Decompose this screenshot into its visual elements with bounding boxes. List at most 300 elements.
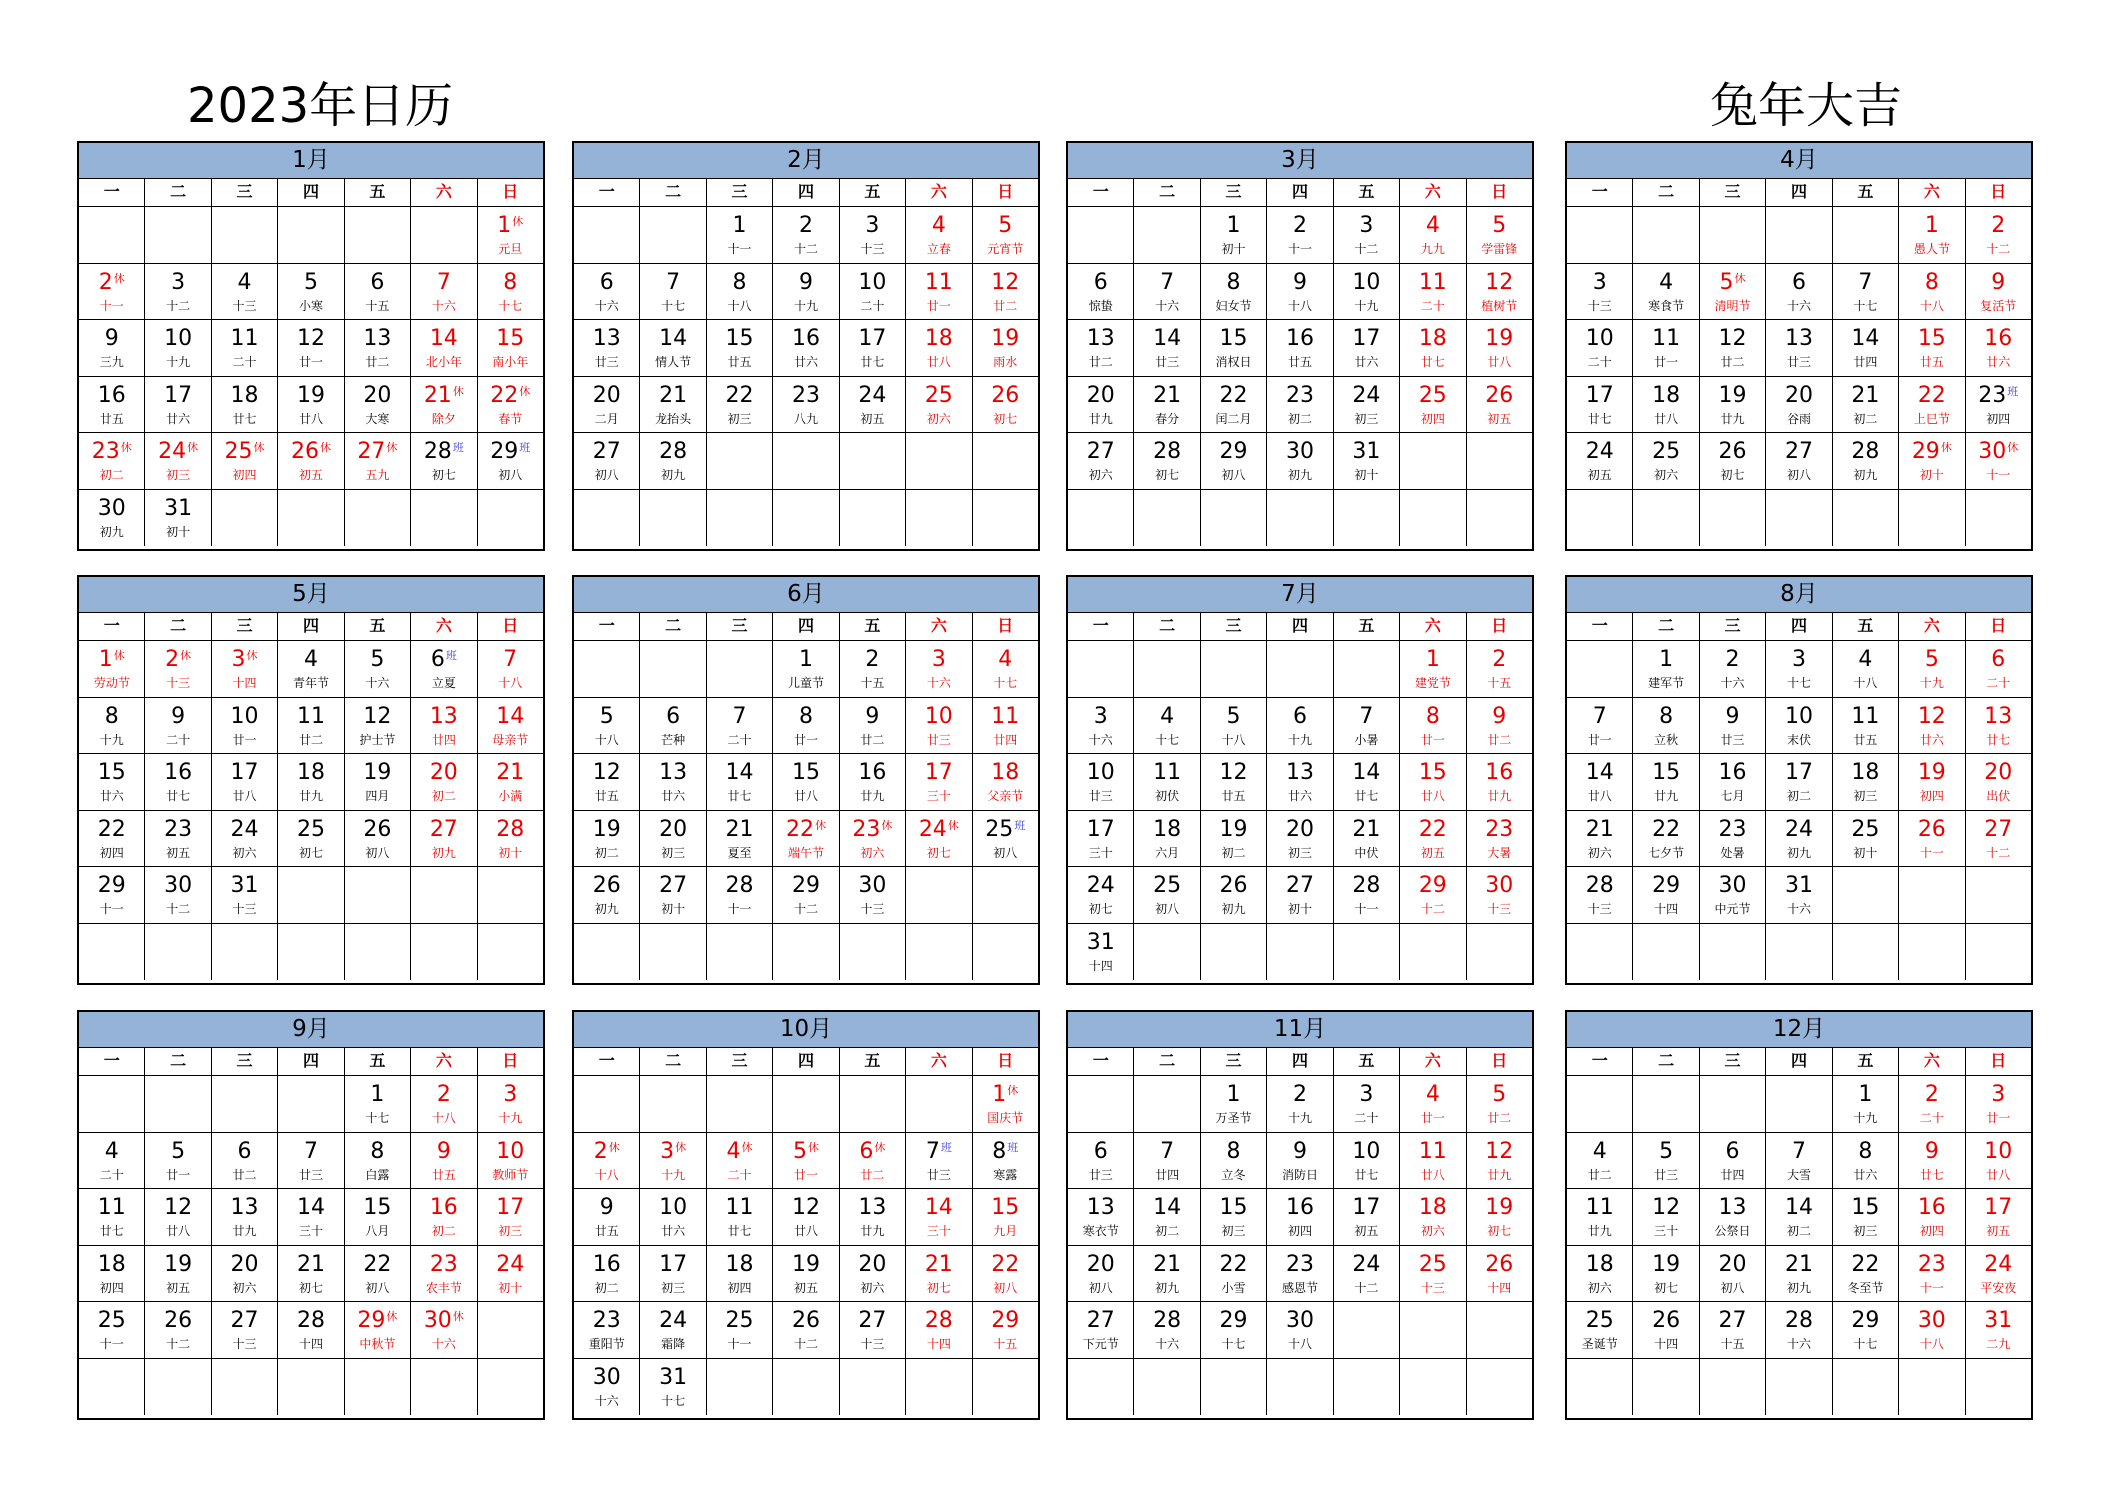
day-number: 18 [1418,326,1447,351]
day-number: 17 [858,326,887,351]
week-row [1068,1302,1532,1359]
day-number: 19 [1485,326,1514,351]
lunar-date: 十一 [99,902,124,916]
weekday-label: 一 [1068,613,1134,640]
day-number: 17 [1086,816,1115,842]
day-cell [1134,264,1200,320]
lunar-date: 廿二 [1720,355,1745,369]
holiday-mark: 休 [608,1140,620,1154]
day-cell [411,867,477,923]
week-row [1567,811,2031,868]
holiday-mark: 休 [452,1310,464,1323]
month-block [1066,575,1534,985]
day-number: 26 [164,1308,193,1333]
day-number: 3 [1791,647,1806,672]
day-cell [1633,698,1699,754]
lunar-date: 初八 [1221,468,1246,482]
lunar-date: 廿六 [661,1224,686,1238]
lunar-date: 廿二 [365,355,390,369]
day-number: 3 [1359,1082,1374,1107]
lunar-date: 廿四 [1853,355,1878,369]
lunar-date: 廿七 [727,1224,752,1238]
day-cell [145,377,211,433]
day-cell [1467,320,1532,376]
day-number: 28 [1352,873,1381,898]
month-header: 1月 [79,143,543,179]
lunar-date: 十二 [166,902,191,916]
lunar-date: 十六 [1786,902,1811,916]
day-number: 4 [998,647,1013,672]
lunar-date: 初三 [727,411,752,426]
day-cell [212,1246,278,1302]
day-number: 12 [1485,269,1514,295]
day-number: 14 [1153,326,1182,351]
day-cell [1134,754,1200,810]
lunar-date: 十七 [1853,298,1878,313]
day-cell [411,754,477,810]
day-number: 23 [1285,1251,1314,1277]
lunar-date: 儿童节 [787,676,824,690]
weekday-label: 四 [773,613,839,640]
day-number: 13 [363,326,392,351]
week-row [574,754,1038,811]
lunar-date: 初十 [1287,902,1312,916]
lunar-date: 廿八 [793,1224,818,1238]
lunar-date: 芒种 [661,732,686,747]
month-block [1066,1010,1534,1420]
workday-mark: 班 [519,441,531,454]
day-cell [411,264,477,320]
month-block [77,141,545,551]
holiday-mark: 休 [187,441,199,454]
lunar-date: 下元节 [1082,1337,1119,1351]
day-cell [1467,207,1532,263]
day-number: 27 [858,1308,887,1333]
day-cell [707,867,773,923]
day-cell [973,754,1038,810]
weekday-label: 四 [773,1048,839,1075]
day-number: $30^休$ [1978,439,2019,464]
lunar-date: 初三 [1221,1224,1246,1238]
month-block [572,141,1040,551]
day-cell [707,490,773,547]
day-number: 12 [363,703,392,729]
lunar-date: 初八 [365,845,390,860]
lunar-date: 四月 [365,789,390,803]
holiday-mark: 休 [874,1140,886,1154]
week-row [574,433,1038,490]
day-cell [1766,867,1832,923]
day-cell [1467,1189,1532,1245]
day-cell [973,698,1038,754]
lunar-date: 妇女节 [1215,298,1252,313]
lunar-date: 廿六 [661,789,686,803]
lunar-date: 北小年 [425,355,462,369]
month-header: 8月 [1567,577,2031,613]
weekday-row [574,179,1038,207]
day-number: 7 [1791,1138,1806,1164]
day-number: 22 [363,1251,392,1277]
lunar-date: 十三 [232,298,257,313]
day-cell [574,1246,640,1302]
lunar-date: 十九 [166,355,191,369]
lunar-date: 十六 [365,676,390,690]
day-cell [1334,207,1400,263]
day-cell [1766,207,1832,263]
day-cell [1334,698,1400,754]
day-cell [478,264,543,320]
day-cell [1068,490,1134,547]
day-number: $29^休$ [1911,439,1952,464]
lunar-date: 十七 [661,298,686,313]
day-cell [1700,1133,1766,1189]
day-cell [345,754,411,810]
day-cell [212,867,278,923]
day-number: 21 [1153,1251,1182,1277]
day-number: 13 [858,1195,887,1220]
day-cell [79,698,145,754]
day-cell [478,924,543,981]
lunar-date: 初八 [1155,902,1180,916]
day-number: $3^休$ [231,647,258,672]
day-number: 14 [659,326,688,351]
lunar-date: 十一 [1919,1280,1944,1295]
day-cell [973,1076,1038,1132]
day-number: 29 [1418,873,1447,898]
day-number: 26 [592,873,621,898]
day-number: $23^班$ [1978,382,2019,408]
weekday-label: 四 [1267,613,1333,640]
day-number: 13 [230,1195,259,1220]
lunar-date: 廿三 [1654,1167,1679,1182]
day-cell [1766,377,1832,433]
lunar-date: 初六 [1088,468,1113,482]
day-cell [1633,754,1699,810]
day-cell [1201,811,1267,867]
day-cell [1467,433,1532,489]
day-cell [1966,924,2031,981]
day-cell [1567,264,1633,320]
day-cell [212,1359,278,1416]
lunar-date: 十七 [1221,1337,1246,1351]
day-number: 28 [496,816,525,842]
lunar-date: 除夕 [431,411,456,426]
lunar-date: 十四 [1654,902,1679,916]
week-row [574,377,1038,434]
day-number: $26^休$ [290,439,331,464]
day-number: 3 [1093,703,1108,729]
lunar-date: 护士节 [359,732,396,747]
weekday-label: 一 [574,613,640,640]
day-number: 25 [296,816,325,842]
day-number: 16 [1285,1195,1314,1220]
day-cell [1966,264,2031,320]
day-number: 16 [164,760,193,785]
day-cell [1633,1302,1699,1358]
day-number: 31 [1784,873,1813,898]
lunar-date: 廿六 [99,789,124,803]
day-cell [1267,490,1333,547]
lunar-date: 十三 [1487,902,1512,916]
day-cell [411,1246,477,1302]
day-number: 20 [1984,760,2013,785]
day-cell [1899,698,1965,754]
day-number: 16 [791,326,820,351]
day-number: 27 [1285,873,1314,898]
lunar-date: 初十 [166,524,191,539]
day-cell [345,811,411,867]
day-number: 16 [1917,1195,1946,1220]
day-number: 16 [1984,326,2013,351]
weekday-label: 三 [1201,1048,1267,1075]
day-number: 8 [1226,269,1241,295]
day-number: $3^休$ [660,1138,687,1164]
day-number: 24 [1984,1251,2013,1277]
day-number: 27 [659,873,688,898]
lunar-date: 元宵节 [987,242,1024,256]
day-number: 7 [503,647,518,672]
day-cell [1334,1076,1400,1132]
day-cell [79,754,145,810]
day-number: $24^休$ [918,816,959,842]
lunar-date: 九九 [1420,242,1445,256]
day-number: 1 [1226,1082,1241,1107]
day-cell [79,320,145,376]
day-number: 2 [1991,213,2006,238]
day-number: 12 [164,1195,193,1220]
lunar-date: 初四 [232,468,257,482]
month-header: 5月 [79,577,543,613]
weekday-label: 五 [1833,179,1899,206]
lunar-date: 三十 [1088,845,1113,860]
lunar-date: 初十 [1221,242,1246,256]
day-cell [973,641,1038,697]
day-cell [79,867,145,923]
day-cell [145,754,211,810]
weekday-label: 日 [502,616,519,635]
day-cell [1334,433,1400,489]
week-row [574,1302,1038,1359]
day-cell [640,1302,706,1358]
day-cell [1966,1302,2031,1358]
week-row [1567,320,2031,377]
workday-mark: 班 [1007,1140,1019,1154]
day-cell [411,490,477,547]
day-cell [707,1189,773,1245]
day-cell [1267,320,1333,376]
day-cell [1966,754,2031,810]
week-row [1567,641,2031,698]
day-number: 1 [370,1082,385,1107]
day-number: 20 [363,382,392,408]
day-cell [840,1246,906,1302]
weekday-label: 五 [1334,1048,1400,1075]
day-cell [773,641,839,697]
week-row [79,1133,543,1190]
day-number: 8 [1924,269,1939,295]
day-cell [906,754,972,810]
lunar-date: 廿九 [860,1224,885,1238]
lunar-date: 廿七 [1919,1167,1944,1182]
day-number: 16 [1285,326,1314,351]
day-cell [973,490,1038,547]
day-cell [1134,867,1200,923]
lunar-date: 初十 [498,1280,523,1295]
day-cell [1899,1076,1965,1132]
day-cell [345,1359,411,1416]
day-cell [1400,1189,1466,1245]
day-cell [1700,490,1766,547]
day-number: 1 [1858,1082,1873,1107]
day-number: 3 [1592,269,1607,295]
lunar-date: 端午节 [787,845,824,860]
lunar-date: 廿二 [232,1167,257,1182]
month-block [77,575,545,985]
day-cell [345,867,411,923]
day-cell [1068,1302,1134,1358]
day-cell [145,698,211,754]
weekday-label: 三 [1700,179,1766,206]
day-number: 18 [97,1251,126,1277]
weekday-label: 二 [640,1048,706,1075]
day-cell [1833,1246,1899,1302]
day-cell [411,1359,477,1416]
lunar-date: 雨水 [993,355,1018,369]
day-number: 13 [1086,1195,1115,1220]
lunar-date: 十八 [594,732,619,747]
week-row [79,207,543,264]
day-cell [707,924,773,981]
day-cell [278,1076,344,1132]
lunar-date: 平安夜 [1980,1280,2017,1295]
lunar-date: 万圣节 [1215,1111,1252,1125]
day-cell [1068,1076,1134,1132]
weekday-label: 一 [1567,179,1633,206]
week-row [1567,1133,2031,1190]
day-cell [1700,207,1766,263]
day-cell [212,1133,278,1189]
day-number: 20 [230,1251,259,1277]
day-cell [1334,1359,1400,1416]
lunar-date: 十二 [1986,845,2011,860]
weekday-row [574,1048,1038,1076]
holiday-mark: 休 [741,1140,753,1154]
day-cell [1068,867,1134,923]
day-cell [1567,320,1633,376]
day-cell [1201,754,1267,810]
lunar-date: 廿七 [99,1224,124,1238]
lunar-date: 十八 [594,1167,619,1182]
day-cell [1068,754,1134,810]
lunar-date: 十四 [1088,958,1113,973]
day-cell [640,867,706,923]
day-cell [212,377,278,433]
day-number: 31 [1352,439,1381,464]
day-cell [411,641,477,697]
day-cell [145,1189,211,1245]
day-cell [1700,698,1766,754]
day-cell [574,811,640,867]
weekday-label: 二 [1134,613,1200,640]
week-row [79,1246,543,1303]
lunar-date: 十八 [727,298,752,313]
day-cell [906,698,972,754]
lunar-date: 廿五 [594,789,619,803]
weekday-label: 二 [640,613,706,640]
day-cell [1267,377,1333,433]
day-number: 3 [1991,1082,2006,1107]
lunar-date: 中伏 [1354,845,1379,860]
day-cell [1267,924,1333,981]
day-number: 14 [1585,760,1614,785]
month-block [572,575,1040,985]
day-cell [640,811,706,867]
day-number: 7 [1592,703,1607,729]
day-number: 6 [370,269,385,295]
lunar-date: 寒衣节 [1082,1224,1119,1238]
lunar-date: 廿七 [1354,1167,1379,1182]
lunar-date: 初二 [1853,411,1878,426]
month-header: 4月 [1567,143,2031,179]
weekday-label: 六 [1899,179,1965,206]
day-number: $5^休$ [792,1138,819,1164]
day-cell [906,1189,972,1245]
day-number: 5 [171,1138,186,1164]
lunar-date: 廿一 [1420,1111,1445,1125]
lunar-date: 廿八 [926,355,951,369]
week-row [1068,1189,1532,1246]
day-number: 13 [1086,326,1115,351]
lunar-date: 春节 [498,411,523,426]
weekday-label: 日 [997,182,1014,201]
month-header: 11月 [1068,1012,1532,1048]
weekday-label: 六 [411,179,477,206]
weekday-row [1068,1048,1532,1076]
day-cell [478,1359,543,1416]
day-cell [1400,1076,1466,1132]
day-cell [411,924,477,981]
day-cell [345,320,411,376]
day-number: 11 [924,269,953,295]
month-block [1565,1010,2033,1420]
day-cell [773,207,839,263]
lunar-date: 廿二 [1487,1111,1512,1125]
day-cell [640,698,706,754]
weekday-label: 二 [1633,179,1699,206]
day-number: 7 [1858,269,1873,295]
week-row [1068,1359,1532,1416]
day-cell [973,811,1038,867]
day-number: 2 [1725,647,1740,672]
day-number: 27 [1086,1308,1115,1333]
lunar-date: 父亲节 [987,789,1024,803]
week-row [1068,924,1532,981]
day-cell [773,1302,839,1358]
weekday-label: 一 [1068,179,1134,206]
week-row [79,1359,543,1416]
lunar-date: 十五 [860,676,885,690]
day-number: 29 [97,873,126,898]
day-cell [478,754,543,810]
weekday-label: 二 [640,179,706,206]
week-row [1068,433,1532,490]
day-cell [1966,1076,2031,1132]
lunar-date: 寒食节 [1648,298,1685,313]
day-cell [707,320,773,376]
day-cell [973,1302,1038,1358]
lunar-date: 初三 [1853,1224,1878,1238]
day-cell [1334,264,1400,320]
